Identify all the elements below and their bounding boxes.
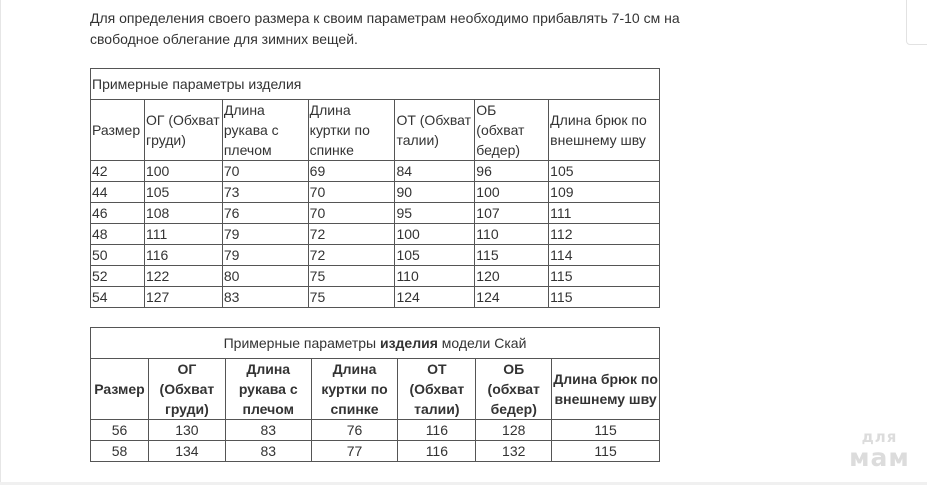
table-cell: 70 (308, 182, 395, 203)
header-cell: ОБ (обхват бедер) (476, 359, 552, 420)
caption-part: модели Скай (437, 335, 527, 351)
header-cell: Длина брюк по внешнему шву (552, 359, 660, 420)
table-cell: 116 (398, 441, 476, 462)
table-header-row (91, 100, 660, 161)
table-cell: 100 (144, 161, 222, 182)
table-cell: 130 (148, 420, 225, 441)
table-cell: 76 (311, 420, 398, 441)
table-cell: 100 (395, 224, 475, 245)
table-cell: 70 (222, 161, 308, 182)
table-cell: 115 (552, 420, 660, 441)
table-cell: 114 (549, 245, 660, 266)
table-cell: 105 (144, 182, 222, 203)
table-cell: 108 (144, 203, 222, 224)
table-cell: 54 (91, 287, 145, 308)
table-cell: 72 (308, 245, 395, 266)
table-cell: 134 (148, 441, 225, 462)
table-row (91, 245, 660, 266)
table-cell: 111 (144, 224, 222, 245)
header-cell: ОГ (Обхват груди) (148, 359, 225, 420)
table-cell: 48 (91, 224, 145, 245)
table-cell: 90 (395, 182, 475, 203)
table-cell: 75 (308, 266, 395, 287)
table-cell: 116 (144, 245, 222, 266)
table-row (91, 441, 660, 462)
table-cell: 122 (144, 266, 222, 287)
table-caption: Примерные параметры изделия (91, 69, 660, 100)
table-cell: 75 (308, 287, 395, 308)
table-cell: 76 (222, 203, 308, 224)
table-cell: 115 (549, 266, 660, 287)
table-cell: 46 (91, 203, 145, 224)
header-cell: Длина куртки по спинке (311, 359, 398, 420)
header-cell: Размер (91, 359, 149, 420)
table-cell: 95 (395, 203, 475, 224)
table-cell: 70 (308, 203, 395, 224)
table-header-row (91, 359, 660, 420)
watermark-top-text: для (861, 428, 898, 446)
table-cell: 111 (549, 203, 660, 224)
table-cell: 77 (311, 441, 398, 462)
table-cell: 116 (398, 420, 476, 441)
watermark-bottom-text: мам (849, 443, 910, 472)
table-cell: 124 (395, 287, 475, 308)
header-cell: Размер (91, 100, 145, 161)
table-cell: 84 (395, 161, 475, 182)
table-cell: 83 (225, 420, 311, 441)
table-cell: 80 (222, 266, 308, 287)
table-row (91, 182, 660, 203)
header-cell: ОТ (Обхват талии) (395, 100, 475, 161)
header-cell: Длина куртки по спинке (308, 100, 395, 161)
table-row (91, 266, 660, 287)
table-row (91, 203, 660, 224)
table-cell: 83 (225, 441, 311, 462)
table-caption (91, 328, 660, 359)
table-cell: 69 (308, 161, 395, 182)
table-cell: 56 (91, 420, 149, 441)
page-left-border (0, 0, 1, 485)
header-cell: ОТ (Обхват талии) (398, 359, 476, 420)
table-cell: 115 (549, 287, 660, 308)
table-cell: 109 (549, 182, 660, 203)
table-cell: 50 (91, 245, 145, 266)
header-cell: ОБ (обхват бедер) (475, 100, 549, 161)
table-cell: 105 (395, 245, 475, 266)
table-cell: 83 (222, 287, 308, 308)
table-cell: 127 (144, 287, 222, 308)
table-cell: 132 (476, 441, 552, 462)
header-cell: Длина брюк по внешнему шву (549, 100, 660, 161)
table-row (91, 161, 660, 182)
table-cell: 42 (91, 161, 145, 182)
table-cell: 110 (395, 266, 475, 287)
table-cell: 120 (475, 266, 549, 287)
table-cell: 110 (475, 224, 549, 245)
side-widget-card[interactable] (906, 0, 927, 45)
table-cell: 115 (475, 245, 549, 266)
table-cell: 112 (549, 224, 660, 245)
table-cell: 44 (91, 182, 145, 203)
size-table-sky-model (90, 327, 660, 462)
table-row (91, 224, 660, 245)
table-cell: 52 (91, 266, 145, 287)
table-cell: 58 (91, 441, 149, 462)
site-watermark-logo (842, 430, 917, 471)
table-cell: 107 (475, 203, 549, 224)
header-cell: Длина рукава с плечом (225, 359, 311, 420)
table-cell: 79 (222, 224, 308, 245)
table-cell: 115 (552, 441, 660, 462)
table-row (91, 420, 660, 441)
table-cell: 105 (549, 161, 660, 182)
table-cell: 124 (475, 287, 549, 308)
table-cell: 96 (475, 161, 549, 182)
table-cell: 100 (475, 182, 549, 203)
table-cell: 72 (308, 224, 395, 245)
header-cell: ОГ (Обхват груди) (144, 100, 222, 161)
intro-paragraph: Для определения своего размера к своим параметрам необходимо прибавлять 7-10 см на свободное облегание для зимних вещей. (90, 10, 680, 47)
table-cell: 73 (222, 182, 308, 203)
size-table-general (90, 68, 660, 308)
table-row (91, 287, 660, 308)
header-cell: Длина рукава с плечом (222, 100, 308, 161)
caption-part: Примерные параметры (223, 335, 380, 351)
table-cell: 79 (222, 245, 308, 266)
caption-bold-part: изделия (379, 335, 438, 351)
table-cell: 128 (476, 420, 552, 441)
